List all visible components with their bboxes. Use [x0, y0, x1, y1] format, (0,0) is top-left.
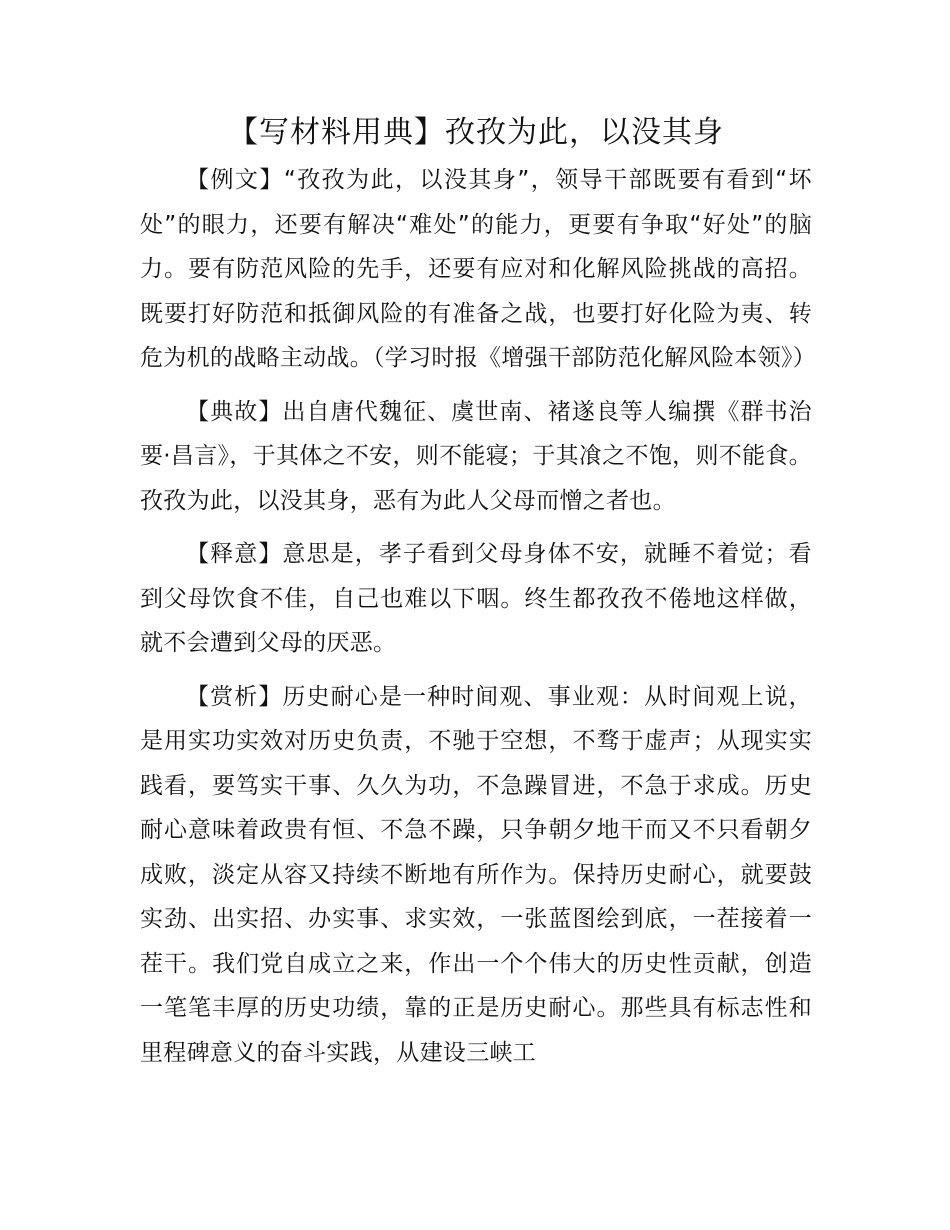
paragraph-allusion: 【典故】出自唐代魏征、虞世南、褚遂良等人编撰《群书治要·昌言》，于其体之不安，则不能寝；于其飡之不饱，则不能食。孜孜为此，以没其身，恶有为此人父母而憎之者也。: [140, 398, 812, 514]
paragraph-example: 【例文】“孜孜为此，以没其身”，领导干部既要有看到“坏处”的眼力，还要有解决“难处”的能力，更要有争取“好处”的脑力。要有防范风险的先手，还要有应对和化解风险挑战的高招。既要打好防范和抵御风险的有准备之战，也要打好化险为夷、转危为机的战略主动战。（学习时报《增强干部防范化解风险本领》）: [140, 167, 816, 371]
document-title: 【写材料用典】孜孜为此，以没其身: [228, 115, 724, 150]
paragraph-meaning: 【释意】意思是，孝子看到父母身体不安，就睡不着觉；看到父母饮食不佳，自己也难以下咽。终生都孜孜不倦地这样做，就不会遭到父母的厌恶。: [140, 541, 812, 656]
document-page: [140, 108, 816, 1084]
paragraph-appreciation: 【赏析】历史耐心是一种时间观、事业观：从时间观上说，是用实功实效对历史负责，不驰于空想，不骛于虚声；从现实实践看，要笃实干事、久久为功，不急躁冒进，不急于求成。历史耐心意味着政贵有恒、不急不躁，只争朝夕地干而又不只看朝夕成败，淡定从容又持续不断地有所作为。保持历史耐心，就要鼓实劲、出实招、办实事、求实效，一张蓝图绘到底，一茬接着一茬干。我们党自成立之来，作出一个个伟大的历史性贡献，创造一笔笔丰厚的历史功绩，靠的正是历史耐心。那些具有标志性和里程碑意义的奋斗实践，从建设三峡工: [140, 683, 812, 1066]
